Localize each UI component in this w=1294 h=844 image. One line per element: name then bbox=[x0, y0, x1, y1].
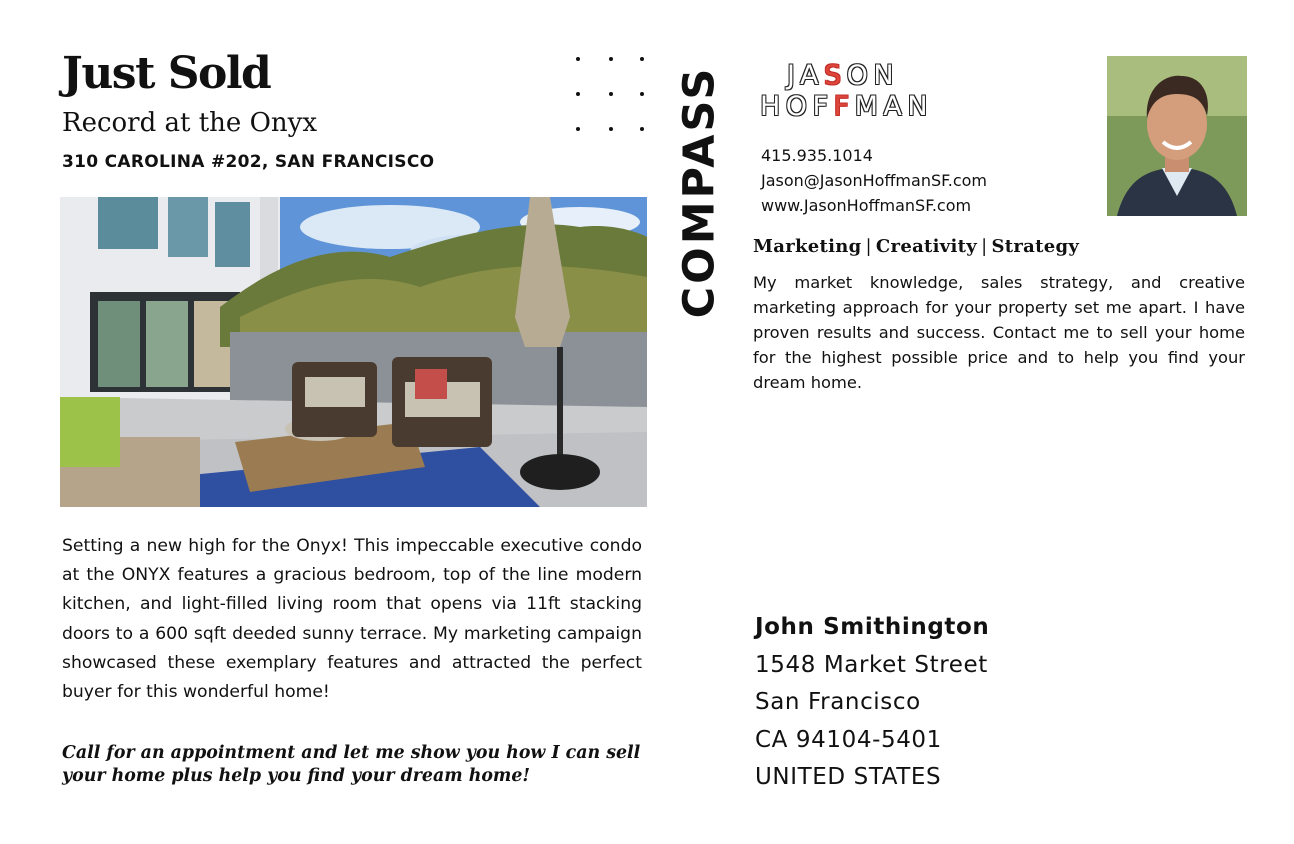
tagline-strategy: Strategy bbox=[991, 236, 1080, 257]
agent-website: www.JasonHoffmanSF.com bbox=[761, 196, 972, 215]
recipient-name: John Smithington bbox=[755, 614, 990, 640]
property-address: 310 CAROLINA #202, SAN FRANCISCO bbox=[62, 152, 435, 172]
decorative-dots bbox=[570, 52, 650, 137]
agent-bio: My market knowledge, sales strategy, and creative marketing approach for your property set me apart. I have proven results and success. Contact me to sell your home for the highest possible price and to help you find your dream home. bbox=[753, 273, 1245, 392]
tagline-marketing: Marketing bbox=[753, 236, 862, 257]
recipient-state-zip: CA 94104-5401 bbox=[755, 726, 942, 753]
agent-tagline bbox=[753, 236, 1079, 257]
agent-headshot bbox=[1107, 56, 1247, 216]
agent-contact bbox=[761, 143, 987, 218]
headline: Just Sold bbox=[62, 48, 271, 99]
subheadline: Record at the Onyx bbox=[62, 108, 317, 138]
tagline-separator: | bbox=[981, 236, 988, 257]
recipient-city: San Francisco bbox=[755, 689, 921, 715]
agent-logo-first-name: JASON bbox=[787, 60, 900, 91]
tagline-separator: | bbox=[865, 236, 872, 257]
brand-name: COMPASS bbox=[674, 65, 725, 319]
recipient-street: 1548 Market Street bbox=[755, 651, 988, 678]
agent-logo-last-name: HOFFMAN bbox=[760, 91, 934, 122]
brand-logo bbox=[674, 56, 725, 328]
tagline-creativity: Creativity bbox=[875, 236, 978, 257]
recipient-country: UNITED STATES bbox=[755, 764, 942, 790]
agent-phone: 415.935.1014 bbox=[761, 146, 873, 165]
property-description: Setting a new high for the Onyx! This impeccable executive condo at the ONYX features a gracious bedroom, top of the line modern kitchen, and light-filled living room that opens via 11ft stacking doors to a 600 sqft deeded sunny terrace. My marketing campaign showcased these exemplary features and attracted the perfect buyer for this wonderful home! bbox=[62, 536, 642, 703]
call-to-action: Call for an appointment and let me show you how I can sell your home plus help you find your dream home! bbox=[62, 743, 641, 786]
agent-email: Jason@JasonHoffmanSF.com bbox=[761, 171, 987, 190]
agent-logo bbox=[760, 60, 933, 122]
recipient-address bbox=[755, 609, 989, 797]
property-photo bbox=[60, 197, 647, 507]
